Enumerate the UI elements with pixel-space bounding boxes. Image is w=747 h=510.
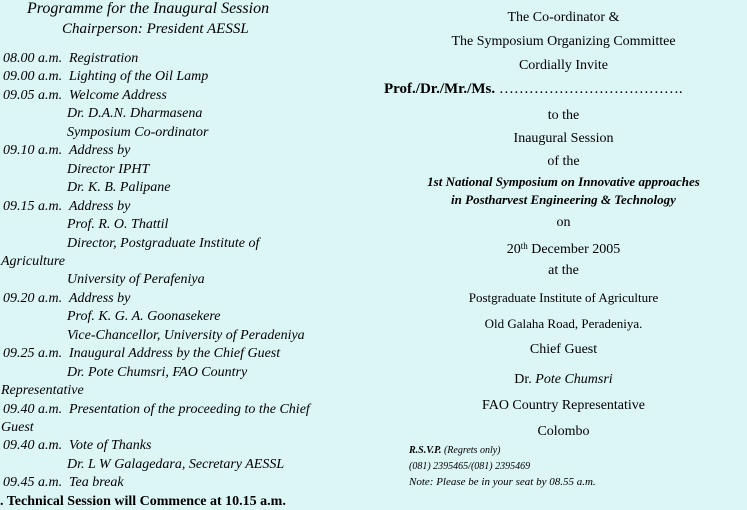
chief-guest-city: Colombo: [537, 424, 590, 439]
invite-at-the: at the: [548, 263, 579, 278]
invite-session: Inaugural Session: [513, 131, 614, 146]
invitee-name-line: [384, 81, 683, 98]
date-day: 20: [506, 242, 521, 257]
programme-item: [3, 291, 130, 307]
programme-item-text: Inaugural Address by the Chief Guest: [69, 346, 281, 362]
programme-item: [3, 475, 124, 491]
programme-item-time: 09.40 a.m.: [3, 438, 63, 454]
programme-item-text: Address by: [69, 143, 131, 159]
chief-guest-title: Dr.: [514, 372, 536, 387]
programme-item-text: Lighting of the Oil Lamp: [69, 69, 209, 85]
programme-item-time: 09.05 a.m.: [3, 87, 63, 103]
rsvp-regrets: (Regrets only): [441, 445, 501, 456]
invite-line3: Cordially Invite: [518, 58, 609, 73]
chief-guest-name: [380, 372, 747, 388]
programme-item-detail: Director IPHT: [67, 161, 150, 177]
programme-item: [3, 88, 167, 104]
chief-guest-surname: Pote Chumsri: [535, 372, 613, 387]
programme-item-text: Address by: [69, 290, 131, 306]
programme-item-text: Registration: [69, 51, 139, 66]
programme-item-time: 09.00 a.m.: [3, 69, 63, 85]
programme-item-detail: Dr. Pote Chumsri, FAO Country: [67, 364, 248, 380]
rsvp-label: R.S.V.P.: [409, 445, 442, 456]
symposium-title-2: in Postharvest Engineering & Technology: [451, 192, 676, 207]
programme-item-text: Tea break: [69, 475, 124, 491]
venue-line1: Postgraduate Institute of Agriculture: [468, 290, 659, 305]
programme-item-detail: Dr. L W Galagedara, Secretary AESSL: [67, 456, 285, 472]
programme-item: [3, 199, 130, 215]
invite-line1: The Co-ordinator &: [507, 10, 620, 25]
programme-item: [3, 51, 138, 67]
programme-item-time: 08.00 a.m.: [3, 51, 63, 66]
date-suffix: th: [520, 241, 528, 251]
programme-item-detail: Vice-Chancellor, University of Peradeniya: [67, 327, 305, 343]
programme-item: [3, 402, 310, 418]
programme-item-time: 09.10 a.m.: [3, 143, 63, 159]
programme-item-time: 09.15 a.m.: [3, 198, 63, 214]
programme-item: [3, 438, 151, 454]
programme-item-detail: Dr. K. B. Palipane: [67, 180, 171, 196]
programme-item: [3, 346, 280, 362]
programme-item-text: Welcome Address: [69, 87, 167, 103]
programme-item-continuation: Representative: [1, 383, 84, 399]
programme-item-detail: Symposium Co-ordinator: [67, 124, 209, 140]
symposium-title-1: 1st National Symposium on Innovative approaches: [427, 174, 700, 189]
programme-item-time: 09.25 a.m.: [3, 346, 63, 362]
programme-item-time: 09.20 a.m.: [3, 290, 63, 306]
rsvp-phones: (081) 2395465/(081) 2395469: [409, 461, 531, 472]
programme-item-continuation: Agriculture: [1, 253, 66, 269]
chief-guest-role: FAO Country Representative: [481, 398, 646, 413]
venue-line2: Old Galaha Road, Peradeniya.: [484, 316, 643, 331]
rsvp-note: Note: Please be in your seat by 08.55 a.m.: [409, 476, 596, 488]
invite-of-the: of the: [547, 154, 580, 169]
technical-session-note: . Technical Session will Commence at 10.15 a.m.: [0, 494, 286, 509]
programme-item: [3, 69, 208, 85]
invite-line2: The Symposium Organizing Committee: [451, 34, 676, 49]
programme-item: [3, 143, 130, 159]
programme-item-text: Address by: [69, 198, 131, 214]
programme-item-text: Vote of Thanks: [69, 438, 152, 454]
rsvp-line: [409, 445, 501, 456]
invitee-prefix: Prof./Dr./Mr./Ms.: [384, 81, 496, 97]
invitee-dots: ……………………………….: [498, 81, 683, 97]
date-rest: December 2005: [527, 242, 621, 257]
programme-chair: Chairperson: President AESSL: [62, 21, 249, 37]
programme-item-continuation: Guest: [1, 420, 34, 435]
programme-item-text: Presentation of the proceeding to the Chief: [69, 401, 310, 417]
programme-item-detail: University of Perafeniya: [67, 272, 205, 288]
programme-title: Programme for the Inaugural Session: [27, 0, 270, 17]
invite-date: [380, 238, 747, 258]
invite-on: on: [556, 215, 571, 230]
programme-item-detail: Prof. R. O. Thattil: [67, 217, 169, 233]
programme-item-detail: Prof. K. G. A. Goonasekere: [67, 309, 221, 325]
invite-to-the: to the: [547, 108, 580, 123]
programme-item-time: 09.40 a.m.: [3, 401, 63, 417]
programme-item-time: 09.45 a.m.: [3, 475, 63, 491]
programme-item-detail: Dr. D.A.N. Dharmasena: [67, 106, 203, 122]
programme-item-detail: Director, Postgraduate Institute of: [67, 235, 260, 251]
chief-guest-label: Chief Guest: [529, 342, 598, 357]
